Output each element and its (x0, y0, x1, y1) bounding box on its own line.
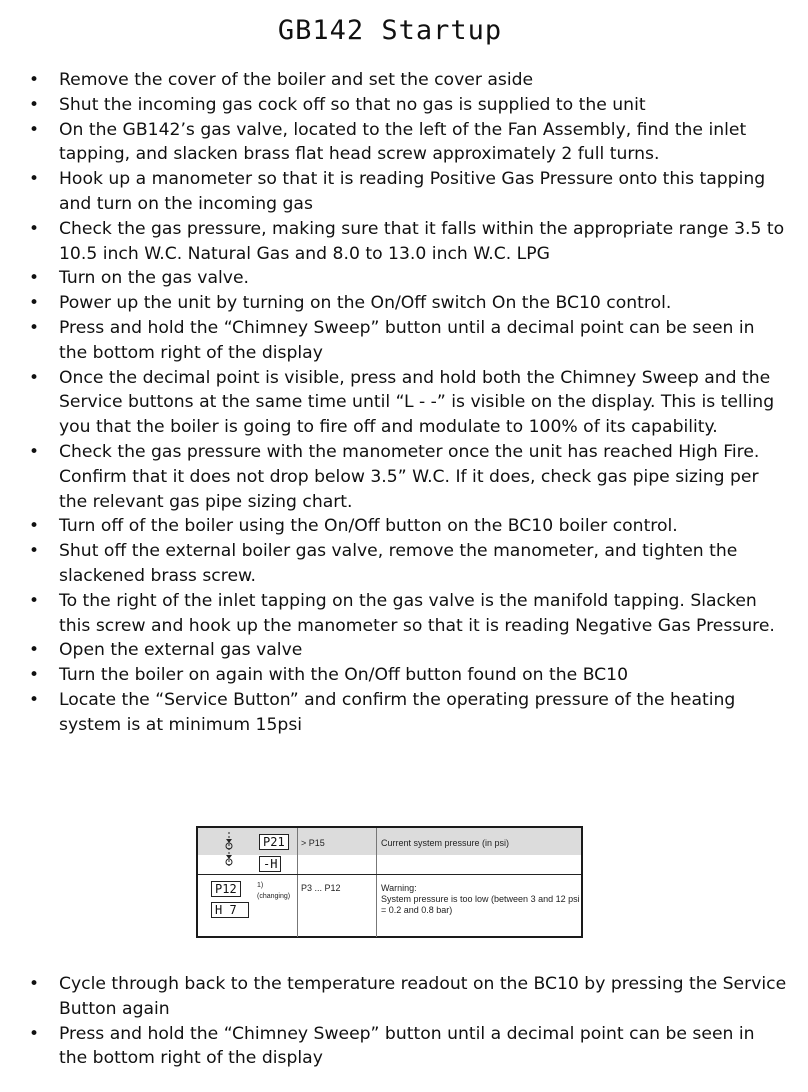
pressure-code: > P15 (301, 838, 325, 848)
list-item: • Open the external gas valve (28, 638, 788, 663)
list-item: • Cycle through back to the temperature readout on the BC10 by pressing the Service Button again (28, 972, 788, 1022)
display-readout-p12: P12 (211, 881, 241, 897)
table-row (198, 828, 581, 875)
pressure-description: Current system pressure (in psi) (381, 838, 510, 848)
table-row (198, 874, 581, 939)
list-item: • Press and hold the “Chimney Sweep” button until a decimal point can be seen in the bottom right of the display (28, 1022, 788, 1072)
pressure-code: P3 ... P12 (301, 883, 341, 893)
pressure-reference-table (196, 826, 583, 938)
cycle-arrows-icon (222, 831, 236, 869)
list-item: • Remove the cover of the boiler and set the cover aside (28, 68, 788, 93)
list-item: • Once the decimal point is visible, press and hold both the Chimney Sweep and the Service buttons at the same time until “L - -” is visible on the display. This is telling you that the boiler is going to fire off and modulate to 100% of its capability. (28, 366, 788, 440)
list-item: • Shut off the external boiler gas valve, remove the manometer, and tighten the slackened brass screw. (28, 539, 788, 589)
column-divider (297, 828, 298, 874)
warning-title: Warning: (381, 883, 417, 893)
changing-label: (changing) (257, 893, 291, 900)
startup-steps-list (28, 68, 788, 738)
list-item: • Turn on the gas valve. (28, 266, 788, 291)
list-item: • To the right of the inlet tapping on the gas valve is the manifold tapping. Slacken this screw and hook up the manometer so that it is reading Negative Gas Pressure. (28, 589, 788, 639)
continued-steps-list (28, 972, 788, 1071)
warning-text-line1: System pressure is too low (between 3 and 12 psi (381, 894, 580, 904)
display-readout-h7: H 7 (211, 902, 249, 918)
page-title: GB142 Startup (277, 15, 503, 46)
display-readout-p21: P21 (259, 834, 289, 850)
display-readout-h: -H (259, 856, 281, 872)
footnote-marker: 1) (257, 882, 264, 889)
list-item: • Check the gas pressure, making sure that it falls within the appropriate range 3.5 to 10.5 inch W.C. Natural Gas and 8.0 to 13.0 inch W.C. LPG (28, 217, 788, 267)
warning-text-line2: = 0.2 and 0.8 bar) (381, 905, 453, 915)
column-divider (376, 875, 377, 937)
list-item: • Power up the unit by turning on the On/Off switch On the BC10 control. (28, 291, 788, 316)
list-item: • On the GB142’s gas valve, located to the left of the Fan Assembly, find the inlet tapping, and slacken brass flat head screw approximately 2 full turns. (28, 118, 788, 168)
column-divider (376, 828, 377, 874)
list-item: • Locate the “Service Button” and confirm the operating pressure of the heating system is at minimum 15psi (28, 688, 788, 738)
column-divider (297, 875, 298, 937)
list-item: • Shut the incoming gas cock off so that no gas is supplied to the unit (28, 93, 788, 118)
list-item: • Press and hold the “Chimney Sweep” button until a decimal point can be seen in the bottom right of the display (28, 316, 788, 366)
list-item: • Turn the boiler on again with the On/Off button found on the BC10 (28, 663, 788, 688)
list-item: • Check the gas pressure with the manometer once the unit has reached High Fire. Confirm that it does not drop below 3.5” W.C. If it does, check gas pipe sizing per the relevant gas pipe sizing chart. (28, 440, 788, 514)
list-item: • Hook up a manometer so that it is reading Positive Gas Pressure onto this tapping and turn on the incoming gas (28, 167, 788, 217)
list-item: • Turn off of the boiler using the On/Off button on the BC10 boiler control. (28, 514, 788, 539)
